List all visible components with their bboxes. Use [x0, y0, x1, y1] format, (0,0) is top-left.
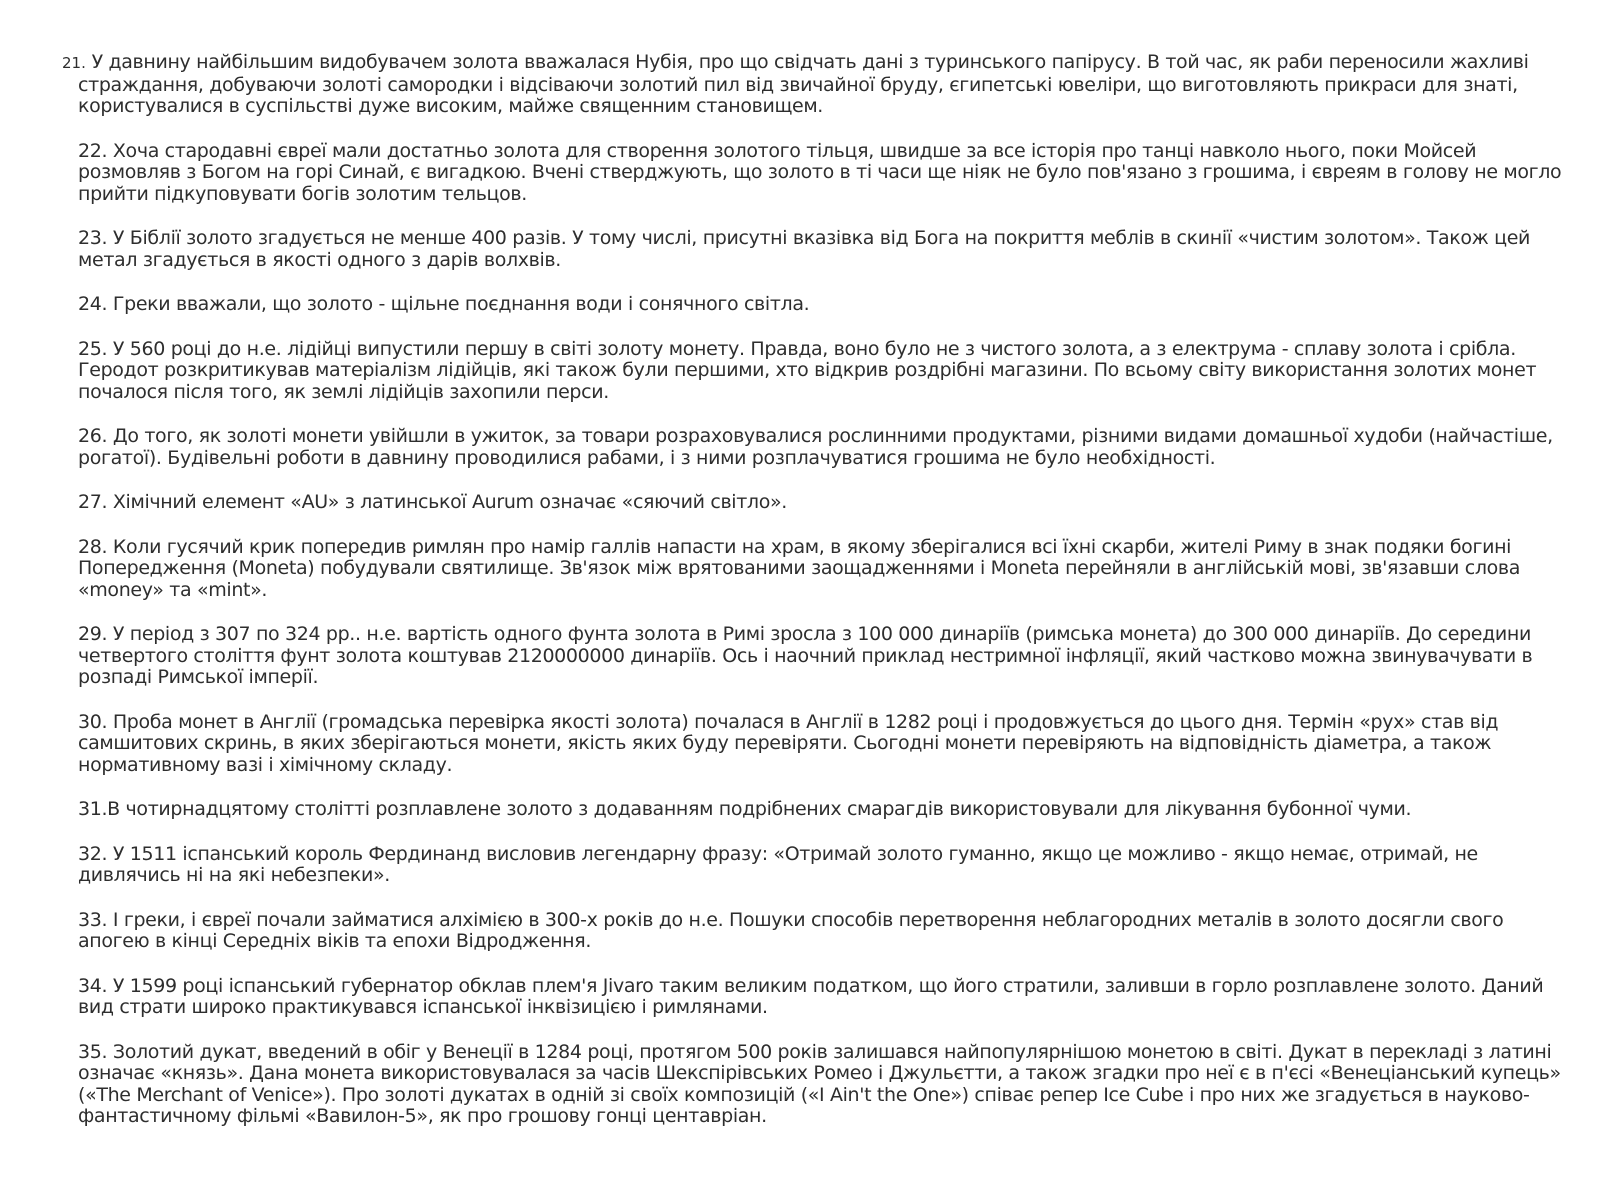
fact-text: Проба монет в Англії (громадська перевірка якості золота) почалася в Англії в 1282 році і продовжується до цього дня. Термін «рух» став від самшитових скринь, в яких зберігаються монети, якість яких буду перевіряти. Сьогодні монети перевіряють на відповідність діаметра, а також нормативному вазі і хімічному складу. — [78, 710, 1499, 776]
fact-number: 26. — [78, 425, 108, 447]
fact-text: В чотирнадцятому столітті розплавлене золото з додаванням подрібнених смарагдів використовували для лікування бубонної чуми. — [107, 798, 1412, 820]
fact-text: Коли гусячий крик попередив римлян про намір галлів напасти на храм, в якому зберігалися всі їхні скарби, жителі Риму в знак подяки богині Попередження (Moneta) побудували святилище. Зв'язок між врятованими заощадженнями і Moneta перейняли в англійській мові, зв'язавши слова «money» та «mint». — [78, 535, 1521, 601]
fact-number: 22. — [78, 139, 108, 162]
fact-25 — [78, 339, 1574, 404]
fact-22 — [78, 141, 1574, 206]
fact-number: 33. — [78, 908, 108, 931]
fact-number: 23. — [78, 227, 108, 249]
fact-text: У 1511 іспанський король Фердинанд висловив легендарну фразу: «Отримай золото гуманно, якщо це можливо - якщо немає, отримай, не дивлячись ні на які небезпеки». — [78, 842, 1478, 886]
fact-text: І греки, і євреї почали займатися алхімією в 300-х років до н.е. Пошуки способів перетворення неблагородних металів в золото досягли свого апогею в кінці Середніх віків та епохи Відродження. — [78, 908, 1504, 952]
fact-number: 27. — [78, 491, 108, 513]
fact-34 — [78, 976, 1574, 1019]
fact-27 — [78, 492, 1574, 514]
fact-24 — [78, 294, 1574, 316]
fact-23 — [78, 228, 1574, 271]
fact-text: До того, як золоті монети увійшли в ужиток, за товари розраховувалися рослинними продуктами, різними видами домашньої худоби (найчастіше, рогатої). Будівельні роботи в давнину проводилися рабами, і з ними розплачуватися грошима не було необхідності. — [78, 425, 1553, 469]
fact-21 — [62, 51, 1574, 118]
fact-35 — [78, 1042, 1574, 1128]
fact-31 — [78, 799, 1574, 821]
fact-text: Греки вважали, що золото - щільне поєднання води і сонячного світла. — [112, 293, 810, 315]
fact-text: Хімічний елемент «AU» з латинської Aurum означає «сяючий світло». — [112, 491, 787, 513]
fact-text: У 1599 році іспанський губернатор обклав плем'я Jivaro таким великим податком, що його стратили, заливши в горло розплавлене золото. Даний вид страти широко практикувався іспанської інквізицією і римлянами. — [78, 974, 1544, 1018]
fact-number: 21. — [62, 54, 86, 72]
fact-33 — [78, 910, 1574, 953]
fact-number: 31. — [78, 798, 108, 820]
fact-text: Золотий дукат, введений в обіг у Венеції в 1284 році, протягом 500 років залишався найпопулярнішою монетою в світі. Дукат в перекладі з латині означає «князь». Дана монета використовувалася за часів Шекспірівських Ромео і Джульєтти, а також згадки про неї є в п'єсі «Венеціанський купець» («The Merchant of Venice»). Про золоті дукатах в одній зі своїх композицій («I Ain't the One») співає репер Ice Cube і про них же згадується в науково-фантастичному фільмі «Вавилон-5», як про грошову гонці центавріан. — [78, 1040, 1561, 1127]
fact-30 — [78, 712, 1574, 777]
fact-29 — [78, 624, 1574, 689]
fact-text: У Біблії золото згадується не менше 400 разів. У тому числі, присутні вказівка від Бога на покриття меблів в скинії «чистим золотом». Також цей метал згадується в якості одного з дарів волхвів. — [78, 227, 1531, 271]
fact-text: У період з 307 по 324 рр.. н.е. вартість одного фунта золота в Римі зросла з 100 000 динаріїв (римська монета) до 300 000 динаріїв. До середини четвертого століття фунт золота коштував 2120000000 динаріїв. Ось і наочний приклад нестримної інфляції, який частково можна звинувачувати в розпаді Римської імперії. — [78, 623, 1533, 688]
fact-number: 35. — [78, 1040, 108, 1063]
fact-text: У давнину найбільшим видобувачем золота вважалася Нубія, про що свідчать дані з туринського папірусу. В той час, як раби переносили жахливі страждання, добуваючи золоті самородки і відсіваючи золотий пил від звичайної бруду, єгипетські ювеліри, що виготовляють прикраси для знаті, користувалися в суспільстві дуже високим, майже священним становищем. — [78, 51, 1529, 117]
fact-number: 28. — [78, 535, 108, 558]
fact-text: Хоча стародавні євреї мали достатньо золота для створення золотого тільця, швидше за все історія про танці навколо нього, поки Мойсей розмовляв з Богом на горі Синай, є вигадкою. Вчені стверджують, що золото в ті часи ще ніяк не було пов'язано з грошима, і євреям в голову не могло прийти підкуповувати богів золотим тельцов. — [78, 139, 1562, 205]
fact-number: 24. — [78, 293, 108, 315]
fact-32 — [78, 844, 1574, 887]
fact-28 — [78, 537, 1574, 602]
fact-number: 29. — [78, 623, 108, 645]
fact-26 — [78, 426, 1574, 469]
fact-number: 30. — [78, 710, 108, 733]
fact-number: 25. — [78, 337, 108, 360]
fact-number: 34. — [78, 974, 108, 997]
fact-number: 32. — [78, 842, 108, 865]
fact-text: У 560 році до н.е. лідійці випустили першу в світі золоту монету. Правда, воно було не з чистого золота, а з електрума - сплаву золота і срібла. Геродот розкритикував матеріалізм лідійців, які також були першими, хто відкрив роздрібні магазини. По всьому світу використання золотих монет почалося після того, як землі лідійців захопили перси. — [78, 337, 1537, 403]
